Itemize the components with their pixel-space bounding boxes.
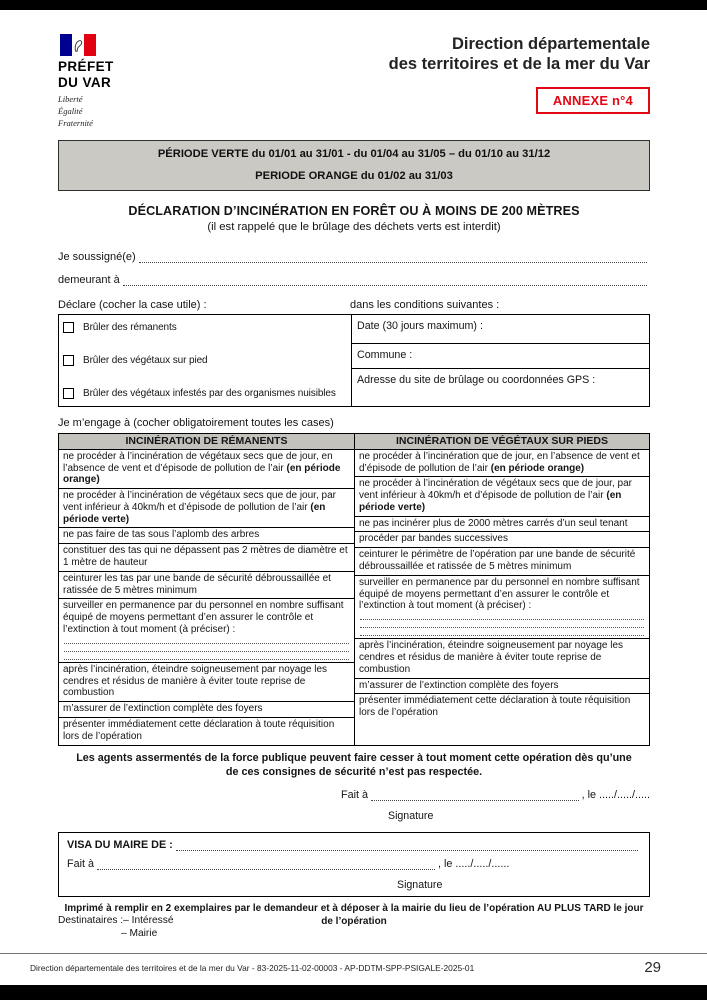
visa-fait-a-input-line	[97, 859, 435, 870]
motto-fraternite: Fraternité	[58, 117, 93, 128]
demeurant-input-line	[123, 275, 647, 286]
column-remanents	[59, 434, 354, 745]
document-subtitle: (il est rappelé que le brûlage des déchets verts est interdit)	[207, 220, 501, 233]
engagement-left-cell: m’assurer de l’extinction complète des foyers	[59, 702, 354, 718]
engagement-left-cell: ne procéder à l’incinération de végétaux secs que de jour, en l’absence de vent et d’épisode de pollution de l’air (en période orange)	[59, 450, 354, 489]
security-warning: Les agents assermentés de la force publique peuvent faire cesser à tout moment cette opération dès qu’une de ces consignes de sécurité n’est pas respectée.	[76, 751, 632, 778]
signature-label: Signature	[388, 810, 434, 823]
scan-edge-bottom	[0, 985, 707, 1000]
direction-line1: Direction départementale	[451, 35, 650, 53]
dotted-input-line	[360, 628, 644, 636]
flag-stripe-white	[72, 34, 84, 56]
flag-stripe-blue	[60, 34, 72, 56]
column-header-vegetaux: INCINÉRATION DE VÉGÉTAUX SUR PIEDS	[355, 434, 649, 450]
declare-left-heading: Déclare (cocher la case utile) :	[58, 298, 207, 311]
page-number: 29	[644, 959, 661, 976]
document-title: DÉCLARATION D’INCINÉRATION EN FORÊT OU À MOINS DE 200 MÈTRES	[128, 203, 580, 218]
demeurant-line	[58, 274, 650, 286]
soussigne-input-line	[139, 252, 647, 263]
declare-options-column	[59, 315, 351, 406]
engagement-right-cell: procéder par bandes successives	[355, 532, 649, 548]
document-page	[0, 10, 707, 939]
dotted-input-line	[360, 620, 644, 628]
checkbox-vegetaux-infestes[interactable]	[63, 388, 74, 399]
prefet-logo-block	[58, 34, 208, 130]
visa-maire-input-line	[176, 840, 638, 851]
filing-note-bold: Imprimé à remplir en 2 exemplaires par le demandeur et à déposer à la mairie du lieu de l’opération AU PLUS TARD le jour de l’opération	[64, 903, 644, 928]
direction-title	[389, 34, 650, 74]
destinataires-label: Destinataires :– Intéressé	[58, 915, 174, 927]
document-reference: Direction départementale des territoires et de la mer du Var - 83-2025-11-02-00003 - AP-DDTM-SPP-PSIGALE-2025-01	[30, 963, 475, 973]
motto-liberte: Liberté	[58, 94, 83, 105]
periode-orange-line: PERIODE ORANGE du 01/02 au 31/03	[255, 169, 453, 182]
period-banner	[58, 140, 650, 191]
prefet-title	[58, 59, 208, 90]
french-flag-icon	[60, 34, 96, 56]
republic-motto	[58, 94, 208, 130]
column-header-remanents: INCINÉRATION DE RÉMANENTS	[59, 434, 354, 450]
marianne-icon	[72, 34, 84, 56]
option-vegetaux-sur-pied	[63, 353, 349, 368]
checkbox-bruler-remanents[interactable]	[63, 322, 74, 333]
declare-right-heading: dans les conditions suivantes :	[350, 298, 500, 311]
engagement-right-cell: m’assurer de l’extinction complète des foyers	[355, 679, 649, 695]
fait-a-line	[58, 789, 650, 801]
filing-note	[58, 902, 650, 939]
fait-a-label: Fait à	[341, 789, 369, 802]
option-label: Brûler des végétaux infestés par des organismes nuisibles	[83, 387, 336, 399]
visa-fait-a-line	[67, 858, 641, 870]
periode-verte-line: PÉRIODE VERTE du 01/01 au 31/01 - du 01/04 au 31/05 – du 01/10 au 31/12	[157, 147, 551, 160]
engagement-left-cell: constituer des tas qui ne dépassent pas 2 mètres de diamètre et 1 mètre de hauteur	[59, 544, 354, 572]
engagement-right-cell: ne pas incinérer plus de 2000 mètres carrés d’un seul tenant	[355, 517, 649, 533]
soussigne-line	[58, 251, 650, 263]
option-label: Brûler des rémanents	[83, 321, 177, 333]
option-bruler-remanents	[63, 320, 349, 335]
engagement-right-cell: ceinturer le périmètre de l’opération par une bande de sécurité débroussaillée et ratissée de 5 mètres minimum	[355, 548, 649, 576]
engagement-intro: Je m’engage à (cocher obligatoirement toutes les cases)	[58, 416, 334, 429]
condition-adresse: Adresse du site de brûlage ou coordonnées GPS :	[357, 373, 596, 386]
direction-line2: des territoires et de la mer du Var	[388, 55, 650, 74]
fait-a-input-line	[371, 790, 579, 801]
checkbox-vegetaux-sur-pied[interactable]	[63, 355, 74, 366]
visa-date-label: , le ...../...../......	[438, 858, 510, 871]
engagement-left-cell-preciser: surveiller en permanence par du personnel en nombre suffisant équipé de moyens permettant d’en assurer le contrôle et l’extinction à tout moment (à préciser) :	[59, 599, 354, 662]
declare-headings	[58, 299, 650, 311]
visa-fait-a-label: Fait à	[67, 858, 95, 871]
dotted-input-line	[360, 612, 644, 620]
visa-maire-label: VISA DU MAIRE DE :	[67, 839, 173, 852]
direction-block	[389, 34, 650, 130]
engagement-left-cell: ceinturer les tas par une bande de sécurité débroussaillée et ratissée de 5 mètres minimum	[59, 572, 354, 600]
engagement-right-cell: après l’incinération, éteindre soigneusement par noyage les cendres et résidus de manière à éviter toute reprise de combustion	[355, 639, 649, 678]
page-footer	[0, 953, 707, 985]
flag-stripe-red	[84, 34, 96, 56]
condition-commune: Commune :	[352, 344, 649, 369]
declare-table	[58, 314, 650, 407]
engagement-right-cell-preciser: surveiller en permanence par du personnel en nombre suffisant équipé de moyens permettant d’en assurer le contrôle et l’extinction à tout moment (à préciser) :	[355, 576, 649, 639]
engagement-table	[58, 433, 650, 746]
visa-maire-box	[58, 832, 650, 897]
prefet-line2: DU VAR	[58, 74, 112, 90]
annexe-badge: ANNEXE n°4	[536, 87, 650, 114]
dotted-input-line	[64, 652, 349, 660]
column-vegetaux	[354, 434, 649, 745]
motto-egalite: Égalité	[58, 105, 83, 116]
engagement-right-cell: présenter immédiatement cette déclaration à toute réquisition lors de l’opération	[359, 695, 631, 719]
page-header	[58, 34, 650, 130]
dotted-input-line	[64, 636, 349, 644]
engagement-left-cell: ne procéder à l’incinération de végétaux secs que de jour, par vent inférieur à 40km/h et d’épisode de pollution de l’air (en période verte)	[59, 489, 354, 528]
soussigne-label: Je soussigné(e)	[58, 250, 136, 263]
destinataire-mairie: – Mairie	[121, 928, 158, 940]
option-vegetaux-infestes	[63, 386, 349, 401]
visa-signature-label: Signature	[397, 879, 443, 892]
visa-maire-line	[67, 839, 641, 851]
date-label: , le ...../...../.....	[581, 789, 650, 802]
condition-date: Date (30 jours maximum) :	[352, 315, 649, 344]
demeurant-label: demeurant à	[58, 273, 120, 286]
engagement-right-cell: ne procéder à l’incinération de végétaux secs que de jour, par vent inférieur à 40km/h et d’épisode de pollution de l’air (en période verte)	[355, 477, 649, 516]
engagement-left-cell: après l’incinération, éteindre soigneusement par noyage les cendres et résidus de manière à éviter toute reprise de combustion	[59, 663, 354, 702]
option-label: Brûler des végétaux sur pied	[83, 354, 208, 366]
engagement-left-cell: présenter immédiatement cette déclaration à toute réquisition lors de l’opération	[63, 719, 335, 742]
engagement-left-cell: ne pas faire de tas sous l’aplomb des arbres	[59, 528, 354, 544]
scan-edge-top	[0, 0, 707, 10]
engagement-right-cell: ne procéder à l’incinération que de jour, en l’absence de vent et d’épisode de pollution de l’air (en période orange)	[355, 450, 649, 478]
conditions-column	[351, 315, 649, 406]
prefet-line1: PRÉFET	[58, 59, 114, 74]
dotted-input-line	[64, 644, 349, 652]
